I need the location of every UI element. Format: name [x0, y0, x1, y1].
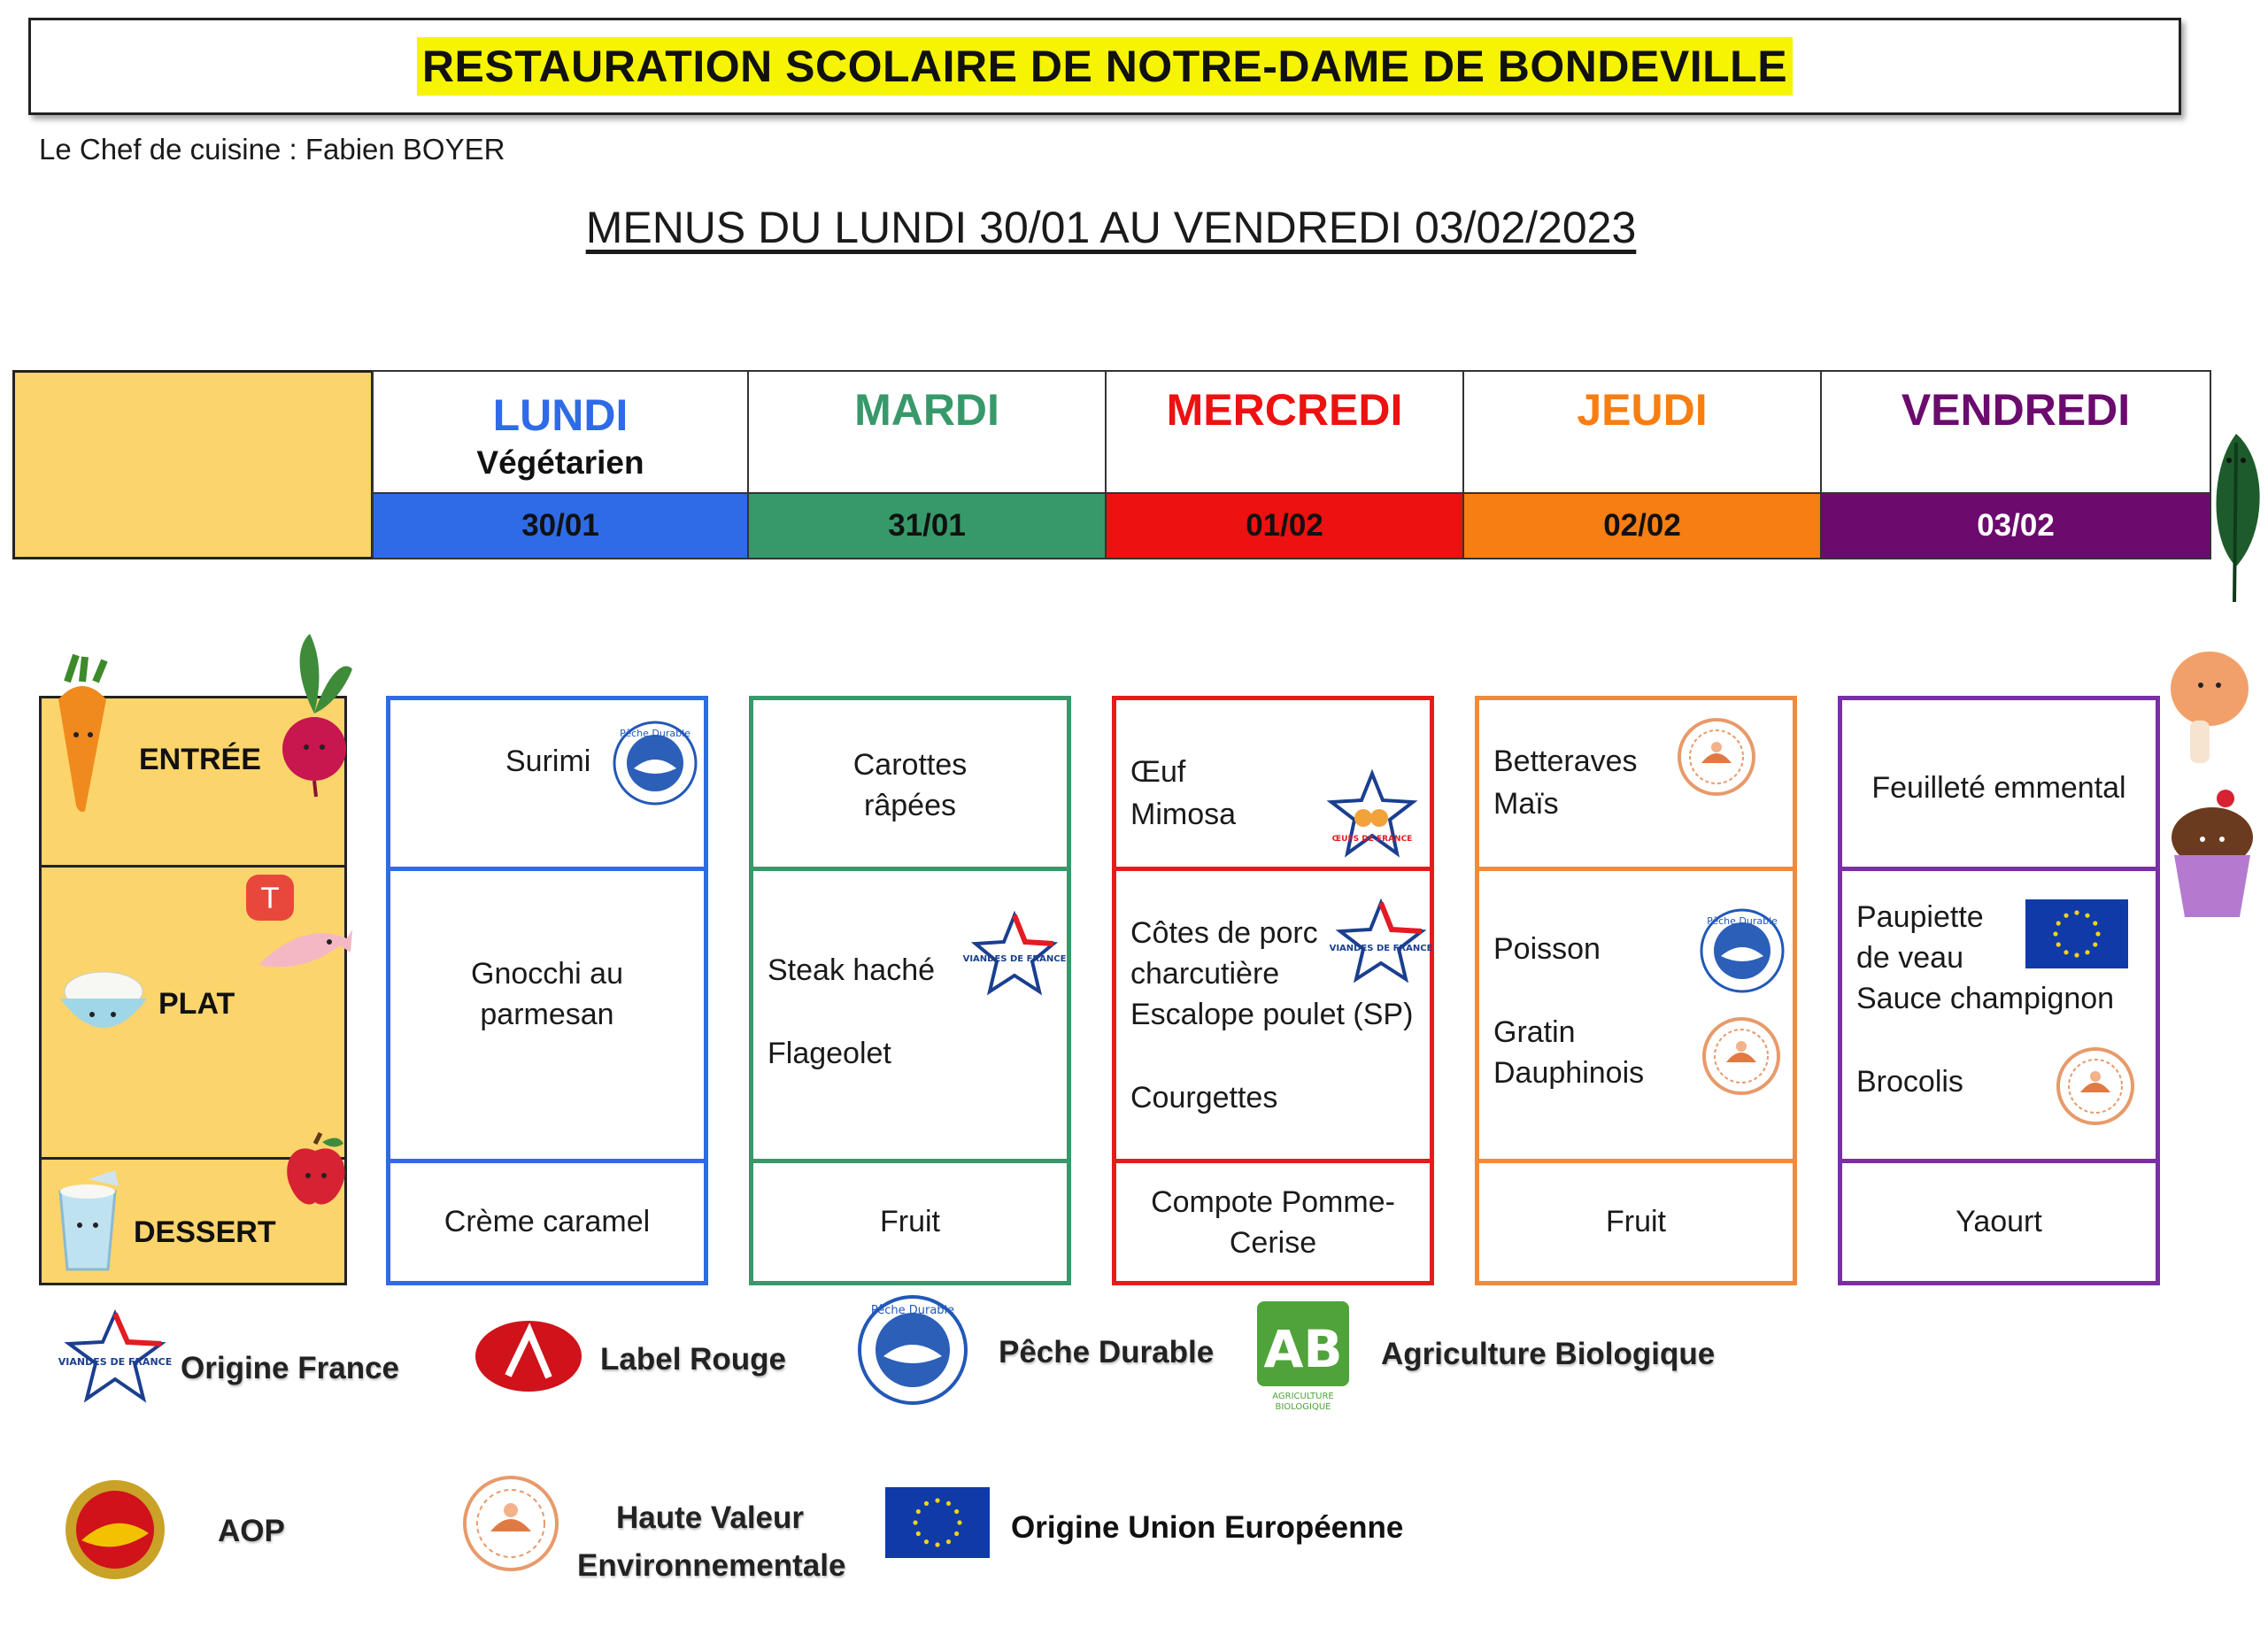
- rice-bowl-icon: [55, 968, 152, 1039]
- mercredi-plat-line4: Courgettes: [1130, 1081, 1278, 1115]
- mercredi-plat-line1: Côtes de porc: [1130, 916, 1318, 950]
- vendredi-plat-line2: de veau: [1856, 941, 1963, 975]
- mardi-entree-line2: râpées: [864, 789, 956, 822]
- peche-durable-badge-icon: [613, 721, 698, 806]
- peche-durable-badge-icon: [1700, 908, 1785, 993]
- vendredi-plat-line4: Brocolis: [1856, 1065, 1963, 1099]
- day-date-vendredi: 03/02: [1820, 492, 2211, 559]
- oeufs-badge-text: ŒUFS DE FRANCE: [1331, 835, 1413, 844]
- legend-peche-durable: Pêche Durable: [999, 1335, 1215, 1369]
- day-date-mardi: 31/01: [747, 492, 1107, 559]
- lundi-plat-line1: Gnocchi au: [471, 957, 623, 991]
- lundi-plat-line2: parmesan: [480, 998, 614, 1031]
- mardi-plat-line1: Steak haché: [768, 953, 936, 987]
- ab-caption-line1: AGRICULTURE: [1272, 1392, 1334, 1401]
- mercredi-entree-line1: Œuf: [1130, 755, 1186, 789]
- vendredi-entree: Feuilleté emmental: [1871, 771, 2126, 805]
- legend-aop: AOP: [218, 1514, 285, 1548]
- aop-icon: [64, 1478, 166, 1581]
- mardi-plat-line2: Flageolet: [768, 1037, 891, 1070]
- agriculture-bio-icon: [1255, 1300, 1351, 1411]
- day-name-mardi: MARDI: [854, 385, 999, 435]
- beetroot-icon: [274, 634, 354, 797]
- page-title: RESTAURATION SCOLAIRE DE NOTRE-DAME DE BONDEVILLE: [417, 37, 1793, 96]
- menu-title: MENUS DU LUNDI 30/01 AU VENDREDI 03/02/2023: [585, 203, 1637, 252]
- lundi-dessert: Crème caramel: [444, 1205, 651, 1238]
- day-name-jeudi: JEUDI: [1577, 385, 1708, 435]
- mardi-dessert: Fruit: [880, 1205, 940, 1238]
- legend-label-rouge: Label Rouge: [600, 1342, 787, 1377]
- category-entree: ENTRÉE: [139, 743, 261, 776]
- day-header-vendredi: [1820, 370, 2211, 494]
- menu-column-vendredi: [1838, 696, 2160, 1285]
- jeudi-plat-line3: Dauphinois: [1493, 1056, 1645, 1090]
- day-name-mercredi: MERCREDI: [1166, 385, 1403, 435]
- chef-name: Le Chef de cuisine : Fabien BOYER: [39, 133, 505, 166]
- jeudi-entree-line1: Betteraves: [1493, 744, 1638, 778]
- hve-badge-icon: [2056, 1046, 2135, 1126]
- ab-letters: AB: [1263, 1319, 1343, 1379]
- lundi-entree: Surimi: [505, 744, 591, 778]
- category-plat: PLAT: [158, 987, 235, 1021]
- vendredi-dessert: Yaourt: [1956, 1205, 2042, 1238]
- day-name-lundi: LUNDI: [492, 390, 629, 440]
- vendredi-plat-line3: Sauce champignon: [1856, 982, 2115, 1015]
- peche-badge-text: Pêche Durable: [1707, 915, 1778, 927]
- legend-hve: [577, 1494, 846, 1590]
- legend-agriculture-bio: Agriculture Biologique: [1381, 1337, 1716, 1371]
- corner-cell: [12, 370, 374, 559]
- viandes-de-france-badge-icon: [962, 912, 1067, 997]
- oeufs-de-france-badge-icon: [1326, 770, 1418, 859]
- legend-hve-line2: Environnementale: [577, 1548, 846, 1583]
- day-date-jeudi: 02/02: [1462, 492, 1822, 559]
- category-dessert: DESSERT: [134, 1215, 276, 1249]
- yogurt-icon: [53, 1170, 122, 1277]
- hve-badge-icon: [1677, 717, 1756, 797]
- viandes-legend-text: VIANDES DE FRANCE: [58, 1356, 173, 1368]
- legend-origine-ue: Origine Union Européenne: [1011, 1510, 1404, 1545]
- chicken-leg-icon: [2160, 646, 2257, 779]
- legend-hve-line1: Haute Valeur: [615, 1500, 805, 1535]
- jeudi-dessert: Fruit: [1606, 1205, 1666, 1238]
- hve-badge-icon: [1701, 1016, 1781, 1096]
- day-header-lundi: [372, 370, 749, 494]
- mercredi-entree-line2: Mimosa: [1130, 798, 1237, 831]
- jeudi-plat-line1: Poisson: [1493, 932, 1601, 966]
- viandes-de-france-legend-icon: [58, 1310, 173, 1402]
- day-date-mercredi: 01/02: [1105, 492, 1464, 559]
- vendredi-plat-line1: Paupiette: [1856, 900, 1984, 934]
- mercredi-plat-line2: charcutière: [1130, 957, 1280, 991]
- hve-legend-icon: [462, 1475, 559, 1572]
- legend-origine-france: Origine France: [181, 1351, 400, 1385]
- day-name-vendredi: VENDREDI: [1901, 385, 2131, 435]
- mercredi-dessert-line2: Cerise: [1229, 1226, 1317, 1260]
- ab-caption-line2: BIOLOGIQUE: [1275, 1402, 1331, 1412]
- mardi-entree-line1: Carottes: [852, 748, 968, 782]
- jeudi-entree-line2: Maïs: [1493, 787, 1559, 821]
- apple-icon: [282, 1133, 351, 1209]
- cupcake-icon: [2164, 788, 2261, 921]
- viandes-de-france-badge-icon: [1329, 899, 1433, 984]
- peche-durable-legend-icon: [857, 1294, 968, 1406]
- eu-flag-icon: [2025, 899, 2128, 968]
- day-header-mercredi: [1105, 370, 1464, 494]
- label-rouge-icon: [473, 1314, 584, 1399]
- peche-legend-text: Pêche Durable: [870, 1304, 955, 1317]
- title-box: [28, 18, 2181, 115]
- jeudi-plat-line2: Gratin: [1493, 1015, 1576, 1049]
- lundi-plat: [390, 953, 704, 1035]
- viandes-badge-text: VIANDES DE FRANCE: [1329, 944, 1433, 953]
- spinach-leaf-icon: [2183, 425, 2268, 611]
- day-subtitle-lundi: Végétarien: [476, 444, 644, 481]
- mercredi-plat-line3: Escalope poulet (SP): [1130, 998, 1414, 1031]
- svg-text:T: T: [261, 882, 279, 915]
- mardi-entree: [753, 744, 1067, 826]
- viandes-badge-text: VIANDES DE FRANCE: [962, 954, 1067, 964]
- mercredi-dessert: [1116, 1182, 1430, 1263]
- day-date-lundi: 30/01: [372, 492, 749, 559]
- mercredi-dessert-line1: Compote Pomme-: [1151, 1185, 1395, 1219]
- peche-badge-text: Pêche Durable: [620, 728, 690, 739]
- eu-flag-legend-icon: [885, 1487, 990, 1558]
- steak-fish-icon: [241, 868, 356, 983]
- day-header-jeudi: [1462, 370, 1822, 494]
- day-header-mardi: [747, 370, 1107, 494]
- carrot-icon: [50, 655, 115, 814]
